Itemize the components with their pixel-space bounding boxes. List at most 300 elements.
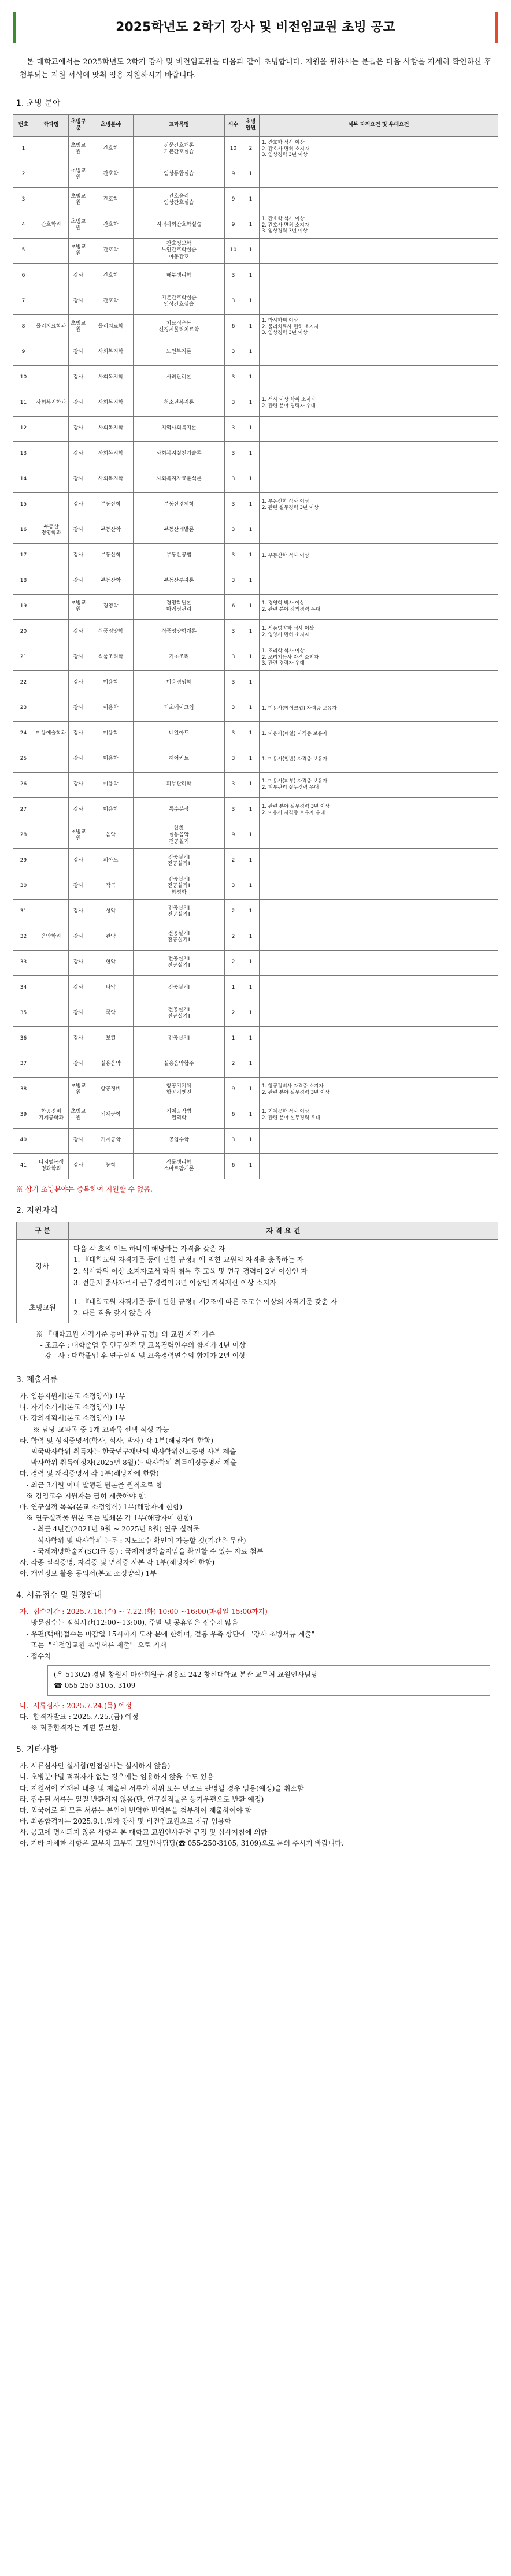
cell-hours: 6 bbox=[225, 314, 242, 340]
table-row bbox=[13, 950, 498, 975]
qual-header-req: 자 격 요 건 bbox=[69, 1222, 498, 1239]
table-row bbox=[13, 670, 498, 696]
cell-subject: 피부관리학 bbox=[134, 772, 225, 797]
document-item: 마. 경력 및 재직증명서 각 1부(해당자에 한함) bbox=[20, 1469, 159, 1478]
cell-no: 27 bbox=[13, 797, 34, 823]
cell-cond bbox=[260, 1153, 498, 1179]
other-note-item: 마. 외국어로 된 모든 서류는 본인이 번역한 번역본을 첨부하여 제출하여야 함 bbox=[20, 1806, 252, 1814]
cell-type: 강사 bbox=[69, 874, 88, 899]
cell-cond bbox=[260, 1001, 498, 1026]
cell-type: 강사 bbox=[69, 1128, 88, 1153]
cell-hours: 3 bbox=[225, 492, 242, 518]
cell-hours: 9 bbox=[225, 823, 242, 848]
cell-no: 40 bbox=[13, 1128, 34, 1153]
cell-type: 초빙교원 bbox=[69, 1103, 88, 1128]
cell-dept bbox=[34, 492, 69, 518]
cell-type: 강사 bbox=[69, 772, 88, 797]
cell-type: 초빙교원 bbox=[69, 238, 88, 263]
cell-subject: 간호정보학 노인간호학실습 아동간호 bbox=[134, 238, 225, 263]
cell-type: 강사 bbox=[69, 1052, 88, 1077]
qual-row bbox=[17, 1293, 498, 1323]
cell-hours: 3 bbox=[225, 391, 242, 416]
cell-field: 항공정비 bbox=[88, 1077, 134, 1103]
cell-people: 1 bbox=[242, 975, 260, 1001]
cell-type: 초빙교원 bbox=[69, 1077, 88, 1103]
cell-type: 강사 bbox=[69, 467, 88, 492]
cell-field: 보컬 bbox=[88, 1026, 134, 1052]
cell-field: 피아노 bbox=[88, 848, 134, 874]
cell-hours: 3 bbox=[225, 263, 242, 289]
cell-type: 강사 bbox=[69, 696, 88, 721]
cell-cond bbox=[260, 263, 498, 289]
cell-no: 26 bbox=[13, 772, 34, 797]
cell-field: 작곡 bbox=[88, 874, 134, 899]
cell-cond bbox=[260, 899, 498, 925]
cell-subject: 사례관리론 bbox=[134, 365, 225, 391]
cell-cond bbox=[260, 340, 498, 365]
cell-subject: 청소년복지론 bbox=[134, 391, 225, 416]
cell-people: 1 bbox=[242, 645, 260, 670]
cell-no: 13 bbox=[13, 441, 34, 467]
document-item: 다. 강의계획서(본교 소정양식) 1부 bbox=[20, 1414, 125, 1423]
cell-type: 강사 bbox=[69, 365, 88, 391]
cell-subject: 미용경영학 bbox=[134, 670, 225, 696]
document-item: 라. 학력 및 성적증명서(학사, 석사, 박사) 각 1부(해당자에 한함) bbox=[20, 1436, 213, 1445]
cell-type: 초빙교원 bbox=[69, 162, 88, 187]
qual-note-line: - 강 사 : 대학졸업 후 연구실적 및 교육경력연수의 합계가 2년 이상 bbox=[36, 1352, 246, 1360]
cell-no: 7 bbox=[13, 289, 34, 314]
cell-hours: 2 bbox=[225, 925, 242, 950]
cell-field: 미용학 bbox=[88, 696, 134, 721]
table-row bbox=[13, 391, 498, 416]
cell-people: 1 bbox=[242, 518, 260, 543]
cell-hours: 3 bbox=[225, 518, 242, 543]
cell-subject: 부동산투자론 bbox=[134, 569, 225, 594]
qual-kind: 초빙교원 bbox=[17, 1293, 69, 1323]
table-row bbox=[13, 1128, 498, 1153]
cell-no: 38 bbox=[13, 1077, 34, 1103]
cell-no: 35 bbox=[13, 1001, 34, 1026]
cell-no: 39 bbox=[13, 1103, 34, 1128]
cell-subject: 전공실기Ⅰ 전공실기Ⅱ bbox=[134, 925, 225, 950]
cell-field: 실용음악 bbox=[88, 1052, 134, 1077]
cell-people: 1 bbox=[242, 619, 260, 645]
cell-people: 1 bbox=[242, 1026, 260, 1052]
schedule-announcement-note: ※ 최종합격자는 개별 통보함. bbox=[20, 1723, 120, 1732]
cell-cond: 1. 석사 이상 학위 소지자 2. 관련 분야 경력자 우대 bbox=[260, 391, 498, 416]
table-row bbox=[13, 314, 498, 340]
cell-cond bbox=[260, 187, 498, 213]
cell-hours: 3 bbox=[225, 696, 242, 721]
cell-field: 관악 bbox=[88, 925, 134, 950]
cell-field: 물리치료학 bbox=[88, 314, 134, 340]
cell-no: 6 bbox=[13, 263, 34, 289]
cell-type: 강사 bbox=[69, 441, 88, 467]
table-row bbox=[13, 543, 498, 569]
cell-hours: 2 bbox=[225, 899, 242, 925]
table-row bbox=[13, 1001, 498, 1026]
cell-type: 강사 bbox=[69, 848, 88, 874]
schedule-review: 나. 서류심사 : 2025.7.24.(목) 예정 bbox=[20, 1701, 132, 1710]
qual-row bbox=[17, 1239, 498, 1293]
table-row bbox=[13, 874, 498, 899]
cell-field: 식품조리학 bbox=[88, 645, 134, 670]
table-row bbox=[13, 162, 498, 187]
cell-subject: 네일아트 bbox=[134, 721, 225, 747]
table-header-cell: 학과명 bbox=[34, 114, 69, 136]
cell-people: 1 bbox=[242, 543, 260, 569]
table-row bbox=[13, 238, 498, 263]
qualification-notes bbox=[36, 1329, 498, 1361]
cell-hours: 3 bbox=[225, 441, 242, 467]
cell-field: 부동산학 bbox=[88, 518, 134, 543]
cell-people: 1 bbox=[242, 721, 260, 747]
cell-dept bbox=[34, 543, 69, 569]
cell-cond bbox=[260, 162, 498, 187]
table-row bbox=[13, 518, 498, 543]
document-item: 아. 개인정보 활용 동의서(본교 소정양식) 1부 bbox=[20, 1569, 157, 1578]
qual-kind: 강사 bbox=[17, 1239, 69, 1293]
cell-no: 1 bbox=[13, 136, 34, 162]
cell-no: 23 bbox=[13, 696, 34, 721]
cell-subject: 사회복지자료분석론 bbox=[134, 467, 225, 492]
document-item: ※ 경임교수 지원자는 필히 제출해야 함. bbox=[20, 1491, 147, 1500]
cell-people: 1 bbox=[242, 467, 260, 492]
cell-field: 음악 bbox=[88, 823, 134, 848]
table-row bbox=[13, 187, 498, 213]
other-note-item: 가. 서류심사만 실시함(면접심사는 실시하지 않음) bbox=[20, 1762, 171, 1770]
cell-cond: 1. 부동산학 석사 이상 2. 관련 실무경력 3년 이상 bbox=[260, 492, 498, 518]
cell-subject: 공업수학 bbox=[134, 1128, 225, 1153]
cell-subject: 전공실기Ⅰ 전공실기Ⅱ 화성학 bbox=[134, 874, 225, 899]
cell-cond: 1. 경영학 박사 이상 2. 관련 분야 강의경력 우대 bbox=[260, 594, 498, 619]
cell-hours: 3 bbox=[225, 543, 242, 569]
cell-subject: 전공실기Ⅰ bbox=[134, 975, 225, 1001]
cell-subject: 항공기기체 항공기엔진 bbox=[134, 1077, 225, 1103]
table-row bbox=[13, 594, 498, 619]
cell-hours: 9 bbox=[225, 213, 242, 238]
cell-dept bbox=[34, 1128, 69, 1153]
cell-people: 1 bbox=[242, 874, 260, 899]
cell-type: 강사 bbox=[69, 975, 88, 1001]
cell-dept: 음악학과 bbox=[34, 925, 69, 950]
intro-paragraph: 본 대학교에서는 2025학년도 2학기 강사 및 비전임교원을 다음과 같이 초빙합니다. 지원을 원하시는 분들은 다음 사항을 자세히 확인하신 후 첨부되는 지원 서식에 맞춰 임용 지원하시기 바랍니다. bbox=[20, 58, 491, 80]
cell-cond: 1. 미용사(일반) 자격증 보유자 bbox=[260, 747, 498, 772]
cell-field: 간호학 bbox=[88, 289, 134, 314]
cell-people: 1 bbox=[242, 441, 260, 467]
qual-note-line: - 조교수 : 대학졸업 후 연구실적 및 교육경력연수의 합계가 4년 이상 bbox=[36, 1341, 246, 1349]
cell-hours: 3 bbox=[225, 569, 242, 594]
cell-no: 22 bbox=[13, 670, 34, 696]
document-item: 사. 각종 실적증명, 자격증 및 면허증 사본 각 1부(해당자에 한함) bbox=[20, 1558, 215, 1567]
table-row bbox=[13, 441, 498, 467]
cell-no: 21 bbox=[13, 645, 34, 670]
cell-field: 식품영양학 bbox=[88, 619, 134, 645]
cell-dept bbox=[34, 874, 69, 899]
cell-field: 부동산학 bbox=[88, 569, 134, 594]
cell-field: 성악 bbox=[88, 899, 134, 925]
cell-cond bbox=[260, 823, 498, 848]
qual-requirements: 1. 『대학교원 자격기준 등에 관한 규정』제2조에 따른 조교수 이상의 자격기준 갖춘 자 2. 다른 직을 갖지 않은 자 bbox=[69, 1293, 498, 1323]
cell-people: 1 bbox=[242, 823, 260, 848]
cell-subject: 경영학원론 마케팅관리 bbox=[134, 594, 225, 619]
cell-dept bbox=[34, 569, 69, 594]
cell-field: 현악 bbox=[88, 950, 134, 975]
cell-dept bbox=[34, 416, 69, 441]
cell-subject: 전공실기Ⅰ 전공실기Ⅱ bbox=[134, 950, 225, 975]
cell-cond bbox=[260, 238, 498, 263]
cell-field: 미용학 bbox=[88, 670, 134, 696]
page-title: 2025학년도 2학기 강사 및 비전임교원 초빙 공고 bbox=[13, 12, 498, 43]
cell-hours: 10 bbox=[225, 136, 242, 162]
document-item: 바. 연구실적 목록(본교 소정양식) 1부(해당자에 한함) bbox=[20, 1502, 183, 1511]
cell-field: 경영학 bbox=[88, 594, 134, 619]
cell-no: 3 bbox=[13, 187, 34, 213]
other-notes-list bbox=[13, 1761, 498, 1850]
cell-no: 4 bbox=[13, 213, 34, 238]
cell-type: 강사 bbox=[69, 950, 88, 975]
cell-cond: 1. 미용사(네일) 자격증 보유자 bbox=[260, 721, 498, 747]
contact-box bbox=[47, 1665, 490, 1695]
cell-people: 1 bbox=[242, 950, 260, 975]
cell-hours: 3 bbox=[225, 721, 242, 747]
section-2-title: 2. 지원자격 bbox=[16, 1205, 58, 1215]
cell-field: 기계공학 bbox=[88, 1128, 134, 1153]
cell-no: 36 bbox=[13, 1026, 34, 1052]
cell-no: 37 bbox=[13, 1052, 34, 1077]
cell-cond bbox=[260, 289, 498, 314]
cell-dept bbox=[34, 899, 69, 925]
cell-hours: 3 bbox=[225, 747, 242, 772]
cell-type: 강사 bbox=[69, 340, 88, 365]
cell-dept: 사회복지학과 bbox=[34, 391, 69, 416]
cell-dept bbox=[34, 1001, 69, 1026]
qualification-table bbox=[16, 1222, 498, 1324]
cell-type: 초빙교원 bbox=[69, 136, 88, 162]
cell-cond: 1. 미용사(메이크업) 자격증 보유자 bbox=[260, 696, 498, 721]
cell-subject: 노인복지론 bbox=[134, 340, 225, 365]
schedule-line: 또는 "비전임교원 초빙서류 제출" 으로 기재 bbox=[20, 1640, 166, 1649]
cell-people: 1 bbox=[242, 1128, 260, 1153]
document-item: 나. 자기소개서(본교 소정양식) 1부 bbox=[20, 1403, 125, 1412]
cell-type: 강사 bbox=[69, 721, 88, 747]
cell-cond: 1. 박사학위 이상 2. 물리치료사 면허 소지자 3. 임상경력 3년 이상 bbox=[260, 314, 498, 340]
cell-people: 1 bbox=[242, 213, 260, 238]
cell-no: 41 bbox=[13, 1153, 34, 1179]
cell-no: 30 bbox=[13, 874, 34, 899]
cell-no: 5 bbox=[13, 238, 34, 263]
cell-cond: 1. 조리학 석사 이상 2. 조리기능사 자격 소지자 3. 관련 경력자 우대 bbox=[260, 645, 498, 670]
table-row bbox=[13, 416, 498, 441]
table-row bbox=[13, 772, 498, 797]
cell-field: 사회복지학 bbox=[88, 340, 134, 365]
qual-header-kind: 구 분 bbox=[17, 1222, 69, 1239]
cell-hours: 3 bbox=[225, 467, 242, 492]
table-row bbox=[13, 899, 498, 925]
cell-cond bbox=[260, 416, 498, 441]
table-row bbox=[13, 492, 498, 518]
cell-cond bbox=[260, 1052, 498, 1077]
cell-dept bbox=[34, 1052, 69, 1077]
cell-field: 사회복지학 bbox=[88, 441, 134, 467]
cell-subject: 전문간호개론 기본간호실습 bbox=[134, 136, 225, 162]
cell-cond bbox=[260, 975, 498, 1001]
cell-people: 1 bbox=[242, 1153, 260, 1179]
cell-type: 초빙교원 bbox=[69, 314, 88, 340]
cell-dept bbox=[34, 238, 69, 263]
cell-hours: 3 bbox=[225, 365, 242, 391]
cell-people: 1 bbox=[242, 416, 260, 441]
cell-subject: 지역사회복지론 bbox=[134, 416, 225, 441]
cell-dept: 간호학과 bbox=[34, 213, 69, 238]
cell-people: 1 bbox=[242, 365, 260, 391]
cell-dept bbox=[34, 848, 69, 874]
cell-subject: 기초조리 bbox=[134, 645, 225, 670]
schedule-announcement: 다. 합격자발표 : 2025.7.25.(금) 예정 bbox=[20, 1712, 139, 1721]
qual-requirements: 다음 각 호의 어느 하나에 해당하는 자격을 갖춘 자 1. 『대학교원 자격기준 등에 관한 규정』에 의한 교원의 자격을 충족하는 자 2. 석사학위 이상 소지자로서 학위 취득 후 교육 및 연구 경력이 2년 이상인 자 3. 전문지 종사자로서 근무경력이 3년 이상인 지식재산 이상 소지자 bbox=[69, 1239, 498, 1293]
cell-field: 간호학 bbox=[88, 213, 134, 238]
cell-dept bbox=[34, 340, 69, 365]
cell-people: 1 bbox=[242, 162, 260, 187]
cell-people: 1 bbox=[242, 492, 260, 518]
cell-hours: 6 bbox=[225, 1153, 242, 1179]
cell-dept bbox=[34, 1077, 69, 1103]
cell-no: 25 bbox=[13, 747, 34, 772]
cell-cond bbox=[260, 365, 498, 391]
cell-dept: 물리치료학과 bbox=[34, 314, 69, 340]
table-header-cell: 교과목명 bbox=[134, 114, 225, 136]
cell-type: 강사 bbox=[69, 925, 88, 950]
cell-dept bbox=[34, 467, 69, 492]
cell-people: 2 bbox=[242, 136, 260, 162]
cell-no: 28 bbox=[13, 823, 34, 848]
table-row bbox=[13, 569, 498, 594]
qual-header-row bbox=[17, 1222, 498, 1239]
section-3-title: 3. 제출서류 bbox=[16, 1375, 58, 1385]
table-row bbox=[13, 1077, 498, 1103]
cell-field: 기계공학 bbox=[88, 1103, 134, 1128]
cell-dept bbox=[34, 263, 69, 289]
cell-subject: 작물생리학 스마트팜개론 bbox=[134, 1153, 225, 1179]
table-row bbox=[13, 848, 498, 874]
cell-cond bbox=[260, 518, 498, 543]
cell-dept: 부동산 경영학과 bbox=[34, 518, 69, 543]
cell-field: 간호학 bbox=[88, 136, 134, 162]
positions-table bbox=[13, 114, 498, 1179]
table-row bbox=[13, 340, 498, 365]
documents-list bbox=[13, 1391, 498, 1579]
table-row bbox=[13, 619, 498, 645]
cell-no: 32 bbox=[13, 925, 34, 950]
cell-people: 1 bbox=[242, 1077, 260, 1103]
table-row bbox=[13, 1052, 498, 1077]
cell-subject: 부동산개발론 bbox=[134, 518, 225, 543]
cell-field: 사회복지학 bbox=[88, 467, 134, 492]
contact-phone: ☎ 055-250-3105, 3109 bbox=[54, 1682, 136, 1690]
cell-dept bbox=[34, 696, 69, 721]
cell-subject: 임상통합실습 bbox=[134, 162, 225, 187]
cell-subject: 부동산경제학 bbox=[134, 492, 225, 518]
cell-type: 초빙교원 bbox=[69, 594, 88, 619]
cell-field: 미용학 bbox=[88, 721, 134, 747]
table-header-row bbox=[13, 114, 498, 136]
other-note-item: 바. 최종합격자는 2025.9.1.일자 강사 및 비전임교원으로 신규 임용함 bbox=[20, 1817, 231, 1826]
cell-hours: 3 bbox=[225, 289, 242, 314]
cell-no: 11 bbox=[13, 391, 34, 416]
table-row bbox=[13, 263, 498, 289]
table-row bbox=[13, 797, 498, 823]
cell-dept: 항공정비 기계공학과 bbox=[34, 1103, 69, 1128]
document-item: - 석사학위 및 박사학위 논문 : 지도교수 확인이 가능할 것(기간은 무관) bbox=[20, 1536, 246, 1545]
document-item: ※ 담당 교과목 중 1개 교과목 선택 작성 가능 bbox=[20, 1425, 169, 1434]
table-header-cell: 번호 bbox=[13, 114, 34, 136]
cell-field: 부동산학 bbox=[88, 543, 134, 569]
cell-cond bbox=[260, 1128, 498, 1153]
table-row bbox=[13, 975, 498, 1001]
cell-field: 미용학 bbox=[88, 772, 134, 797]
cell-hours: 3 bbox=[225, 797, 242, 823]
cell-dept bbox=[34, 975, 69, 1001]
cell-people: 1 bbox=[242, 1052, 260, 1077]
cell-no: 2 bbox=[13, 162, 34, 187]
cell-subject: 지역사회간호학실습 bbox=[134, 213, 225, 238]
cell-no: 34 bbox=[13, 975, 34, 1001]
cell-no: 16 bbox=[13, 518, 34, 543]
cell-type: 초빙교원 bbox=[69, 187, 88, 213]
cell-hours: 2 bbox=[225, 848, 242, 874]
cell-cond: 1. 항공정비사 자격증 소지자 2. 관련 분야 실무경력 3년 이상 bbox=[260, 1077, 498, 1103]
schedule-line: - 우편(택배)접수는 마감일 15시까지 도착 분에 한하며, 겉봉 우측 상단에 "강사 초빙서류 제출" bbox=[20, 1630, 315, 1638]
section-4-title: 4. 서류접수 및 일정안내 bbox=[16, 1591, 102, 1601]
section-1-title: 1. 초빙 분야 bbox=[16, 98, 61, 108]
other-note-item: 아. 기타 자세한 사항은 교무처 교무팀 교원인사담당(☎ 055-250-3105, 3109)으로 문의 주시기 바랍니다. bbox=[20, 1839, 344, 1848]
cell-hours: 2 bbox=[225, 950, 242, 975]
cell-cond: 1. 식품영양학 석사 이상 2. 영양사 면허 소지자 bbox=[260, 619, 498, 645]
cell-type: 강사 bbox=[69, 289, 88, 314]
cell-field: 미용학 bbox=[88, 797, 134, 823]
cell-subject: 기본간호학실습 임상간호실습 bbox=[134, 289, 225, 314]
cell-subject: 간호윤리 임상간호실습 bbox=[134, 187, 225, 213]
cell-people: 1 bbox=[242, 263, 260, 289]
cell-people: 1 bbox=[242, 797, 260, 823]
document-item: - 최근 3개월 이내 발행된 원본을 원칙으로 함 bbox=[20, 1480, 162, 1489]
cell-people: 1 bbox=[242, 1001, 260, 1026]
cell-no: 15 bbox=[13, 492, 34, 518]
cell-people: 1 bbox=[242, 925, 260, 950]
cell-people: 1 bbox=[242, 848, 260, 874]
schedule-section bbox=[13, 1606, 498, 1734]
cell-people: 1 bbox=[242, 594, 260, 619]
cell-type: 강사 bbox=[69, 543, 88, 569]
cell-type: 강사 bbox=[69, 391, 88, 416]
cell-dept bbox=[34, 670, 69, 696]
cell-subject: 헤어커트 bbox=[134, 747, 225, 772]
cell-cond: 1. 간호학 석사 이상 2. 간호사 면허 소지자 3. 임상경력 3년 이상 bbox=[260, 213, 498, 238]
table-row bbox=[13, 925, 498, 950]
cell-people: 1 bbox=[242, 569, 260, 594]
cell-dept bbox=[34, 594, 69, 619]
table-header-cell: 초빙구분 bbox=[69, 114, 88, 136]
cell-hours: 2 bbox=[225, 1001, 242, 1026]
cell-people: 1 bbox=[242, 1103, 260, 1128]
cell-no: 8 bbox=[13, 314, 34, 340]
cell-subject: 사회복지실천기술론 bbox=[134, 441, 225, 467]
cell-hours: 9 bbox=[225, 187, 242, 213]
cell-cond bbox=[260, 1026, 498, 1052]
cell-type: 강사 bbox=[69, 1153, 88, 1179]
cell-hours: 6 bbox=[225, 594, 242, 619]
cell-cond: 1. 간호학 석사 이상 2. 간호사 면허 소지자 3. 임상경력 3년 이상 bbox=[260, 136, 498, 162]
